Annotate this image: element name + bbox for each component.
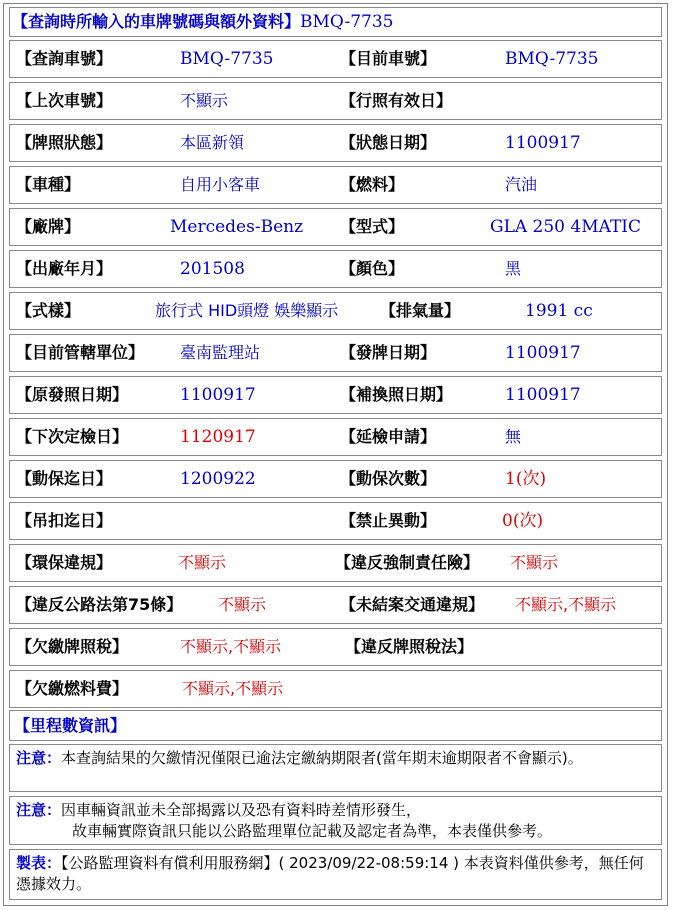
field-value: BMQ-7735 [180,49,274,69]
field-value: 0(次) [502,511,544,531]
note-3-text: 【公路監理資料有償利用服務網】( 2023/09/22-08:59:14 ) 本表資料僅供參考，無任何憑據效力。 [16,854,644,893]
field-label: 【出廠年月】 [16,259,113,278]
field-label: 【狀態日期】 [340,133,437,152]
info-row [9,460,662,498]
field-label: 【動保次數】 [340,469,437,488]
info-row [9,628,662,666]
field-label: 【違反公路法第75條】 [16,595,183,614]
field-label: 【未結案交通違規】 [340,595,485,614]
note-2-label: 注意： [16,801,62,819]
info-row [9,292,662,330]
info-row [9,418,662,456]
field-value: 不顯示 [178,553,227,572]
field-label: 【違反牌照稅法】 [345,637,474,656]
field-label: 【型式】 [340,217,405,236]
field-label: 【顏色】 [340,259,405,278]
field-label: 【環保違規】 [16,553,113,572]
field-value: 不顯示,不顯示 [180,637,282,656]
field-value: 自用小客車 [180,175,261,194]
field-value: 1200922 [180,469,256,489]
info-row [9,670,662,708]
field-value: 本區新領 [180,133,245,152]
note-2-line2: 故車輛實際資訊只能以公路監理單位記載及認定者為準，本表僅供參考。 [72,822,553,840]
field-label: 【查詢車號】 [16,49,113,68]
field-value: 無 [505,427,522,446]
field-value: 不顯示 [180,91,229,110]
report-frame [3,3,668,906]
note-2 [9,796,662,845]
note-2-line1: 因車輛資訊並未全部揭露以及恐有資料時差情形發生， [61,801,422,819]
field-value: 1100917 [180,385,256,405]
field-label: 【式樣】 [16,301,81,320]
field-label: 【廠牌】 [16,217,81,236]
title-row [9,7,662,37]
note-3 [9,849,662,900]
field-value: 不顯示,不顯示 [515,595,617,614]
info-row [9,334,662,372]
field-value: 旅行式 HID頭燈 娛樂顯示 [155,301,339,320]
info-row [9,166,662,204]
field-value: 黑 [505,259,522,278]
field-value: 1100917 [505,385,581,405]
field-value: 不顯示 [510,553,559,572]
field-value: Mercedes-Benz [170,217,304,237]
info-row [9,250,662,288]
info-row [9,208,662,246]
mileage-label: 【里程數資訊】 [14,715,127,735]
field-label: 【欠繳燃料費】 [16,679,129,698]
note-1 [9,744,662,792]
field-value: 汽油 [505,175,538,194]
info-row [9,502,662,540]
field-label: 【排氣量】 [380,301,461,320]
field-label: 【延檢申請】 [340,427,437,446]
field-label: 【原發照日期】 [16,385,129,404]
field-label: 【燃料】 [340,175,405,194]
note-1-text: 本查詢結果的欠繳情況僅限已逾法定繳納期限者(當年期末逾期限者不會顯示)。 [61,749,583,767]
field-label: 【違反強制責任險】 [335,553,480,572]
field-label: 【欠繳牌照稅】 [16,637,129,656]
info-row [9,82,662,120]
field-label: 【發牌日期】 [340,343,437,362]
field-value: 1100917 [505,133,581,153]
info-row [9,544,662,582]
field-label: 【吊扣迄日】 [16,511,113,530]
field-label: 【下次定檢日】 [16,427,129,446]
info-row [9,586,662,624]
field-value: 1(次) [505,469,547,489]
report-title: 【查詢時所輸入的車牌號碼與額外資料】BMQ-7735 [12,12,394,32]
mileage-row [9,710,662,741]
field-label: 【禁止異動】 [340,511,437,530]
field-value: 1100917 [505,343,581,363]
field-label: 【車種】 [16,175,81,194]
field-value: 201508 [180,259,245,279]
note-3-label: 製表： [16,854,62,872]
field-label: 【上次車號】 [16,91,113,110]
field-value: 1120917 [180,427,256,447]
field-value: 不顯示,不顯示 [182,679,284,698]
field-label: 【目前車號】 [340,49,437,68]
field-value: 臺南監理站 [180,343,261,362]
info-row [9,376,662,414]
field-label: 【補換照日期】 [340,385,453,404]
field-label: 【牌照狀態】 [16,133,113,152]
field-label: 【行照有效日】 [340,91,453,110]
note-1-label: 注意： [16,749,62,767]
info-row [9,124,662,162]
field-label: 【目前管轄單位】 [16,343,145,362]
field-label: 【動保迄日】 [16,469,113,488]
field-value: BMQ-7735 [505,49,599,69]
field-value: GLA 250 4MATIC [490,217,642,237]
field-value: 1991 cc [525,301,593,321]
info-row [9,40,662,78]
title-plate: BMQ-7735 [300,12,394,32]
field-value: 不顯示 [218,595,267,614]
